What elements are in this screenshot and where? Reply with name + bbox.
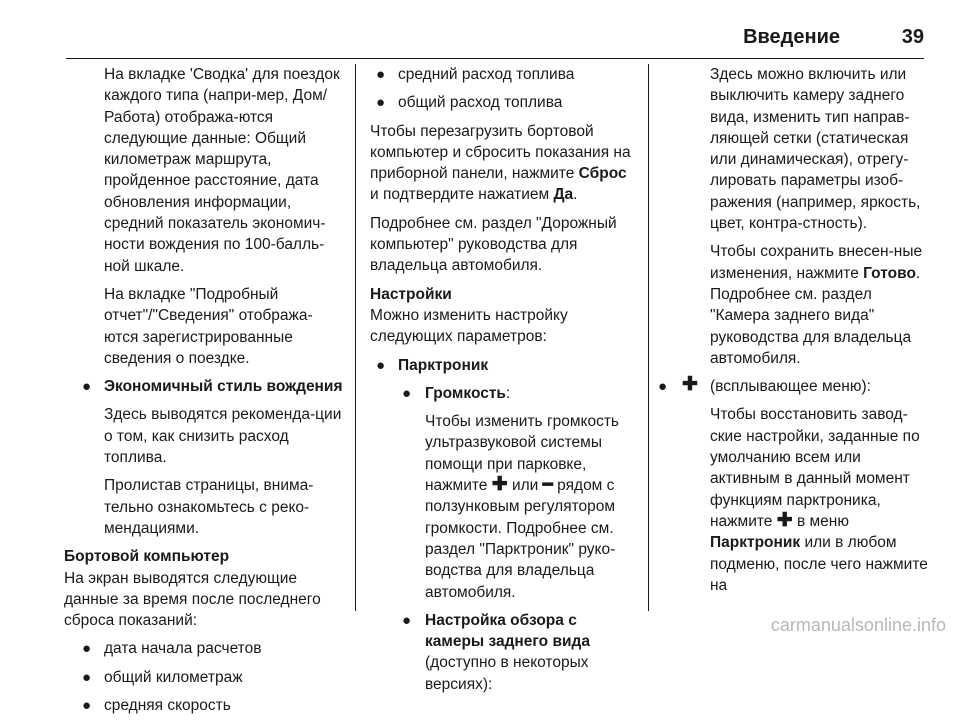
bullet-icon: ● [376, 94, 386, 112]
page-header [0, 0, 960, 60]
plus-icon: ✚ [682, 374, 698, 396]
onboard-computer-intro: На экран выводятся следующие данные за время после последнего сброса показаний: [64, 569, 321, 630]
list-item-text: общий расход топлива [398, 94, 563, 112]
list-item: ● Громкость: [370, 383, 638, 404]
column-3 [658, 64, 930, 603]
confirm-label: Да [553, 186, 574, 204]
onboard-computer-heading: Бортовой компьютер [64, 548, 230, 566]
bullet-icon: ● [376, 356, 386, 374]
list-item [370, 92, 638, 113]
column-2 [370, 64, 638, 702]
bullet-icon: ● [658, 378, 668, 396]
plus-icon: ✚ [776, 509, 793, 531]
bullet-icon: ● [82, 668, 92, 686]
bullet-icon: ● [402, 384, 412, 402]
page-number: 39 [901, 26, 924, 48]
bullet-icon: ● [82, 640, 92, 658]
settings-heading: Настройки [370, 285, 452, 303]
bullet-icon: ● [82, 378, 92, 396]
list-item [370, 355, 638, 376]
reset-paragraph: Чтобы перезагрузить бортовой компьютер и сбросить показания на приборной панели, нажмите Сброс и подтвердите нажатием Да. [370, 122, 631, 204]
page-title: Введение [743, 26, 840, 48]
list-item [76, 376, 344, 397]
list-item-text: дата начала расчетов [104, 640, 262, 658]
restore-paragraph: Чтобы восстановить завод-ские настройки, заданные по умолчанию всем или активным в данный момент функциям парктроника, нажмите ✚ в меню Парктроник или в любом подменю, после чего нажмите на [710, 406, 928, 594]
minus-icon: ━ [542, 475, 553, 495]
column-1 [64, 64, 344, 723]
column-divider-1 [355, 64, 356, 611]
header-divider [66, 58, 924, 59]
more-info-paragraph: Подробнее см. раздел "Дорожный компьютер" руководства для владельца автомобиля. [370, 214, 617, 275]
summary-paragraph: На вкладке 'Сводка' для поездок каждого типа (напри-мер, Дом/Работа) отобража-ются следующие данные: Общий километраж маршрута, пройденное расстояние, дата обновления информации, средний показатель экономич-ности вождения по 100-балль-ной шкале. [104, 66, 340, 275]
done-button-label: Готово [863, 264, 916, 282]
camera-paragraph: Здесь можно включить или выключить камеру заднего вида, изменить тип направ-ляющей сетки (статическая или динамическая), отрегу-лировать параметры изоб-ражения (например, яркость, цвет, контра-стность). [710, 66, 921, 233]
list-item [76, 695, 344, 716]
bullet-icon: ● [82, 697, 92, 715]
eco-paragraph-2: Пролистав страницы, внима-тельно ознакомьтесь с реко-мендациями. [104, 477, 314, 537]
list-item-text: общий километраж [104, 668, 243, 686]
eco-paragraph-1: Здесь выводятся рекоменда-ции о том, как снизить расход топлива. [104, 406, 342, 467]
plus-icon: ✚ [491, 474, 508, 496]
parktronic-title: Парктроник [398, 356, 489, 374]
list-item [654, 376, 930, 397]
list-item [370, 64, 638, 85]
parktronic-menu-label: Парктроник [710, 534, 801, 552]
column-divider-2 [648, 64, 649, 611]
list-item: ● Настройка обзора с камеры заднего вида (доступно в некоторых версиях): [402, 611, 590, 693]
popup-label: (всплывающее меню): [710, 378, 871, 396]
volume-title: Громкость [425, 384, 506, 402]
reset-button-label: Сброс [578, 165, 627, 183]
list-item-text: средний расход топлива [398, 66, 575, 83]
list-item-text: средняя скорость [104, 697, 231, 715]
eco-title: Экономичный стиль вождения [104, 378, 343, 396]
bullet-icon: ● [376, 66, 386, 83]
camera-title: Настройка обзора с камеры заднего вида [425, 611, 590, 651]
details-paragraph: На вкладке "Подробный отчет"/"Сведения" отобража-ются зарегистрированные сведения о поездке. [104, 285, 313, 367]
volume-paragraph: Чтобы изменить громкость ультразвуковой системы помощи при парковке, нажмите ✚ или ━ рядом с ползунковым регулятором громкости. Подробнее см. раздел "Парктроник" руко-водства для владельца автомобиля. [425, 413, 619, 601]
save-paragraph: Чтобы сохранить внесен-ные изменения, нажмите Готово. Подробнее см. раздел "Камера заднего вида" руководства для владельца автомобиля. [710, 243, 923, 367]
settings-intro: Можно изменить настройку следующих параметров: [370, 306, 568, 346]
bullet-icon: ● [402, 611, 412, 629]
watermark: carmanualsonline.info [770, 615, 946, 635]
list-item [76, 667, 344, 688]
